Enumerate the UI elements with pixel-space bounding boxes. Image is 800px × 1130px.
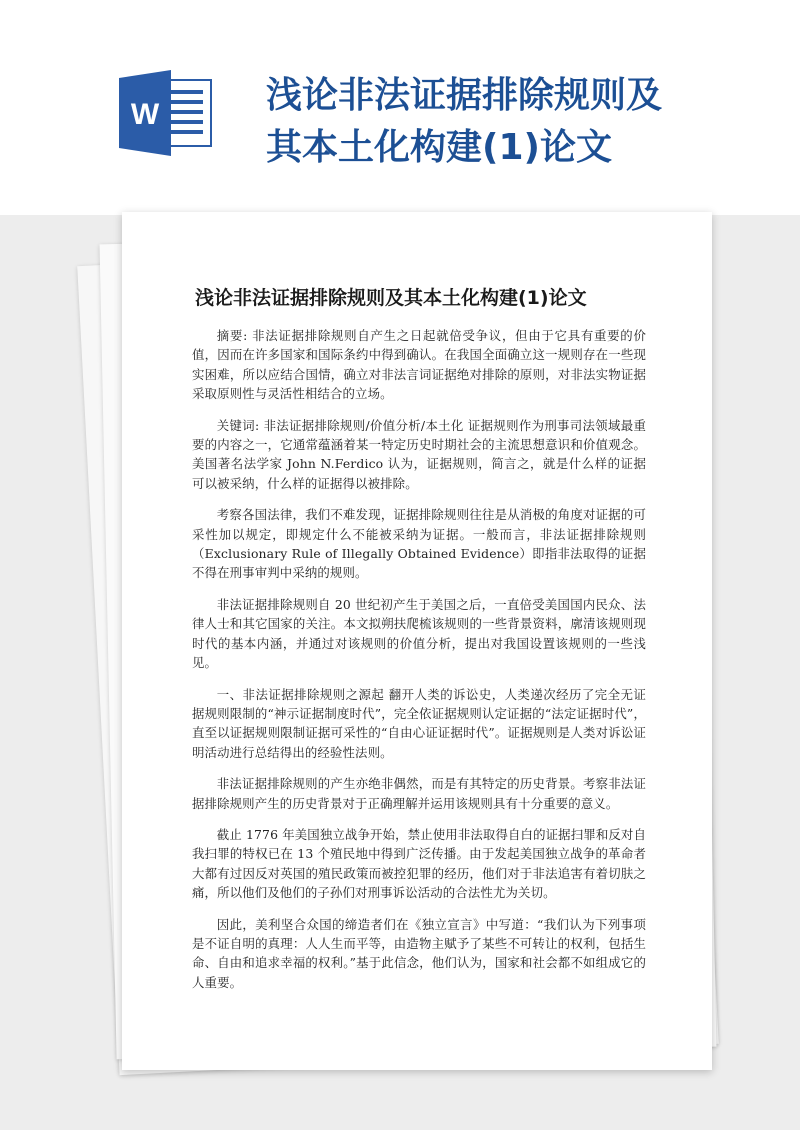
document-body <box>192 326 646 1004</box>
paragraph-abstract: 摘要: 非法证据排除规则自产生之日起就倍受争议，但由于它具有重要的价值，因而在许多国家和国际条约中得到确认。在我国全面确立这一规则存在一些现实困难，所以应结合国情，确立对非法言词证据绝对排除的原则，对非法实物证据采取原则性与灵活性相结合的立场。 <box>192 328 646 402</box>
paragraph-text: 非法证据排除规则的产生亦绝非偶然，而是有其特定的历史背景。考察非法证据排除规则产生的历史背景对于正确理解并运用该规则具有十分重要的意义。 <box>192 776 646 811</box>
document-title: 浅论非法证据排除规则及其本土化构建(1)论文 <box>195 287 587 309</box>
paragraph-text: 截止 1776 年美国独立战争开始，禁止使用非法取得自白的证据扫罪和反对自我扫罪的特权已在 13 个殖民地中得到广泛传播。由于发起美国独立战争的革命者大都有过因反对英国的殖民政策而被控犯罪的经历，他们对于非法追害有着切肤之痛，所以他们及他们的子孙们对刑事诉讼活动的合法性尤为关切。 <box>192 826 646 901</box>
header-banner <box>0 0 800 215</box>
paragraph-text: 一、非法证据排除规则之源起 翻开人类的诉讼史，人类递次经历了完全无证据规则限制的“神示证据制度时代”，完全依证据规则认定证据的“法定证据时代”，直至以证据规则限制证据可采性的“自由心证证据时代”。证据规则是人类对诉讼证明活动进行总结得出的经验性法则。 <box>192 686 646 760</box>
paragraph-text: 因此，美利坚合众国的缔造者们在《独立宣言》中写道：“我们认为下列事项是不证自明的真理：人人生而平等，由造物主赋予了某些不可转让的权利，包括生命、自由和追求幸福的权利。”基于此信念，他们认为，国家和社会都不如组成它的人重要。 <box>192 916 646 990</box>
paragraph-text: 非法证据排除规则自 20 世纪初产生于美国之后，一直倍受美国国内民众、法律人士和其它国家的关注。本文拟朔扶爬梳该规则的一些背景资料，廓清该规则现时代的基本内涵，并通过对该规则的价值分析，提出对我国设置该规则的一些浅见。 <box>192 596 646 671</box>
word-document-icon <box>115 70 215 156</box>
word-icon-letter: W <box>130 98 160 131</box>
header-title: 浅论非法证据排除规则及其本土化构建(1)论文 <box>266 75 663 168</box>
paragraph-text: 考察各国法律，我们不难发现，证据排除规则往往是从消极的角度对证据的可采性加以规定，即规定什么不能被采纳为证据。一般而言，非法证据排除规则（Exclusionary Rule of Illegally Obtained Evidence）即指非法取得的证据不得在刑事审判中采纳的规则。 <box>192 507 646 581</box>
paragraph-keywords: 关键词: 非法证据排除规则/价值分析/本土化 证据规则作为刑事司法领域最重要的内容之一，它通常蕴涵着某一特定历史时期社会的主流思想意识和价值观念。美国著名法学家 John N.Ferdico 认为，证据规则，简言之，就是什么样的证据可以被采纳，什么样的证据得以被排除。 <box>192 417 646 491</box>
